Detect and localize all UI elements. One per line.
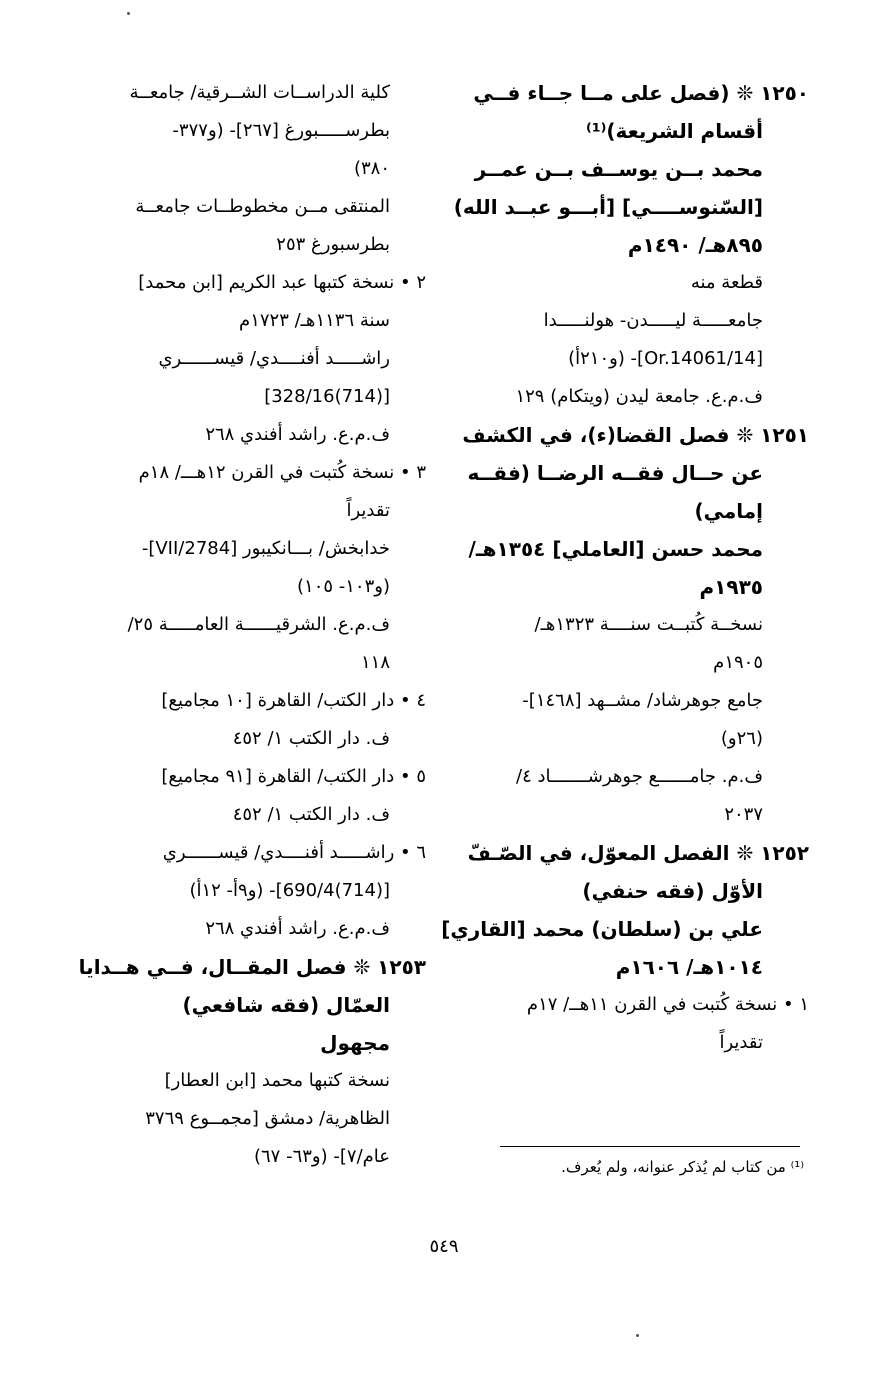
text-line: (٢٦و): [720, 728, 763, 749]
footnote-divider: [500, 1146, 800, 1147]
text-line: الظاهرية/ دمشق [مجمــوع ٣٧٦٩: [145, 1108, 390, 1129]
text-line: محمد بــن يوســف بــن عمــر: [474, 157, 763, 181]
text-line: نسخــة كُتبــت سنــــة ١٣٢٣هـ/: [534, 614, 763, 635]
text-line: ١٢٥١ ❊ فصل القضا(ء)، في الكشف: [462, 423, 809, 447]
text-line: ف. دار الكتب ١/ ٤٥٢: [232, 728, 390, 749]
text-line: بطرسبورغ ٢٥٣: [276, 234, 390, 255]
text-line: ٢ • نسخة كتبها عبد الكريم [ابن محمد]: [138, 272, 426, 293]
text-line: مجهول: [320, 1031, 390, 1055]
text-line: [(714)690/4]- (و٩أ- ١٢أ): [189, 880, 390, 901]
footnote: ⁽¹⁾ من كتاب لم يُذكر عنوانه، ولم يُعرف.: [561, 1158, 804, 1176]
text-line: نسخة كتبها محمد [ابن العطار]: [164, 1070, 390, 1091]
text-line: ١١٨: [360, 652, 390, 673]
text-line: ١٠١٤هـ/ ١٦٠٦م: [615, 955, 763, 979]
text-line: علي بن (سلطان) محمد [القاري]: [441, 917, 763, 941]
text-line: ف.م. جامــــــع جوهرشـــــــاد ٤/: [516, 766, 763, 787]
left-column: [80, 74, 426, 1176]
text-line: ف.م.ع. راشد أفندي ٢٦٨: [205, 424, 390, 445]
text-line: ١٢٥٠ ❊ (فصل على مــا جــاء فــي: [473, 81, 809, 105]
text-line: أقسام الشريعة)⁽¹⁾: [586, 119, 763, 143]
text-line: ١٩٣٥م: [699, 575, 763, 599]
text-line: عام/٧]- (و٦٣- ٦٧): [253, 1146, 390, 1167]
text-line: ١ • نسخة كُتبت في القرن ١١هــ/ ١٧م: [526, 994, 809, 1015]
right-column: [441, 74, 809, 1062]
text-line: عن حــال فقــه الرضــا (فقــه: [467, 461, 763, 485]
text-line: تقديراً: [719, 1032, 763, 1053]
text-line: ف.م.ع. الشرقيــــــة العامـــــة ٢٥/: [127, 614, 390, 635]
scan-speck: [127, 12, 130, 15]
scan-speck: [636, 1334, 639, 1337]
text-line: ف. دار الكتب ١/ ٤٥٢: [232, 804, 390, 825]
text-line: ٦ • راشـــــد أفنــــدي/ قيســــــري: [162, 842, 426, 863]
text-line: ١٢٥٣ ❊ فصل المقــال، فــي هــدايا: [78, 955, 426, 979]
text-line: راشـــــد أفنــــدي/ قيســــــري: [158, 348, 390, 369]
text-line: قطعة منه: [690, 272, 763, 293]
text-line: ١٢٥٢ ❊ الفصل المعوّل، في الصّـفّ: [467, 841, 809, 865]
text-line: المنتقى مــن مخطوطــات جامعــة: [135, 196, 390, 217]
text-line: إمامي): [694, 499, 763, 523]
text-line: بطرســـــبورغ [٢٦٧]- (و٣٧٧-: [172, 120, 390, 141]
text-line: جامعـــــة ليـــــدن- هولنـــــدا: [543, 310, 763, 331]
text-line: [السّنوســــي] [أبـــو عبــد الله): [453, 195, 763, 219]
text-line: ٣٨٠): [353, 158, 390, 179]
text-line: ف.م.ع. راشد أفندي ٢٦٨: [205, 918, 390, 939]
text-line: ١٩٠٥م: [713, 652, 763, 673]
text-line: العمّال (فقه شافعي): [182, 993, 390, 1017]
text-line: كلية الدراســات الشــرقية/ جامعــة: [129, 82, 390, 103]
text-line: جامع جوهرشاد/ مشــهد [١٤٦٨]-: [522, 690, 763, 711]
text-line: ٨٩٥هـ/ ١٤٩٠م: [627, 233, 763, 257]
text-line: (و١٠٣- ١٠٥): [297, 576, 390, 597]
text-line: ٥ • دار الكتب/ القاهرة [٩١ مجاميع]: [161, 766, 426, 787]
text-line: خدابخش/ بـــانكيبور [2784/VII]-: [141, 538, 390, 559]
text-line: تقديراً: [346, 500, 390, 521]
text-line: [(714)328/16]: [264, 386, 390, 407]
text-line: ٤ • دار الكتب/ القاهرة [١٠ مجاميع]: [161, 690, 426, 711]
text-line: سنة ١١٣٦هـ/ ١٧٢٣م: [239, 310, 390, 331]
text-line: الأوّل (فقه حنفي): [582, 879, 763, 903]
text-line: محمد حسن [العاملي] ١٣٥٤هـ/: [468, 537, 763, 561]
text-line: ٢٠٣٧: [724, 804, 763, 825]
text-line: ف.م.ع. جامعة ليدن (ويتكام) ١٢٩: [515, 386, 763, 407]
text-line: [Or.14061/14]- (و٢١٠أ): [568, 348, 763, 369]
text-line: ٣ • نسخة كُتبت في القرن ١٢هـــ/ ١٨م: [138, 462, 426, 483]
page-number: ٥٤٩: [429, 1236, 459, 1257]
